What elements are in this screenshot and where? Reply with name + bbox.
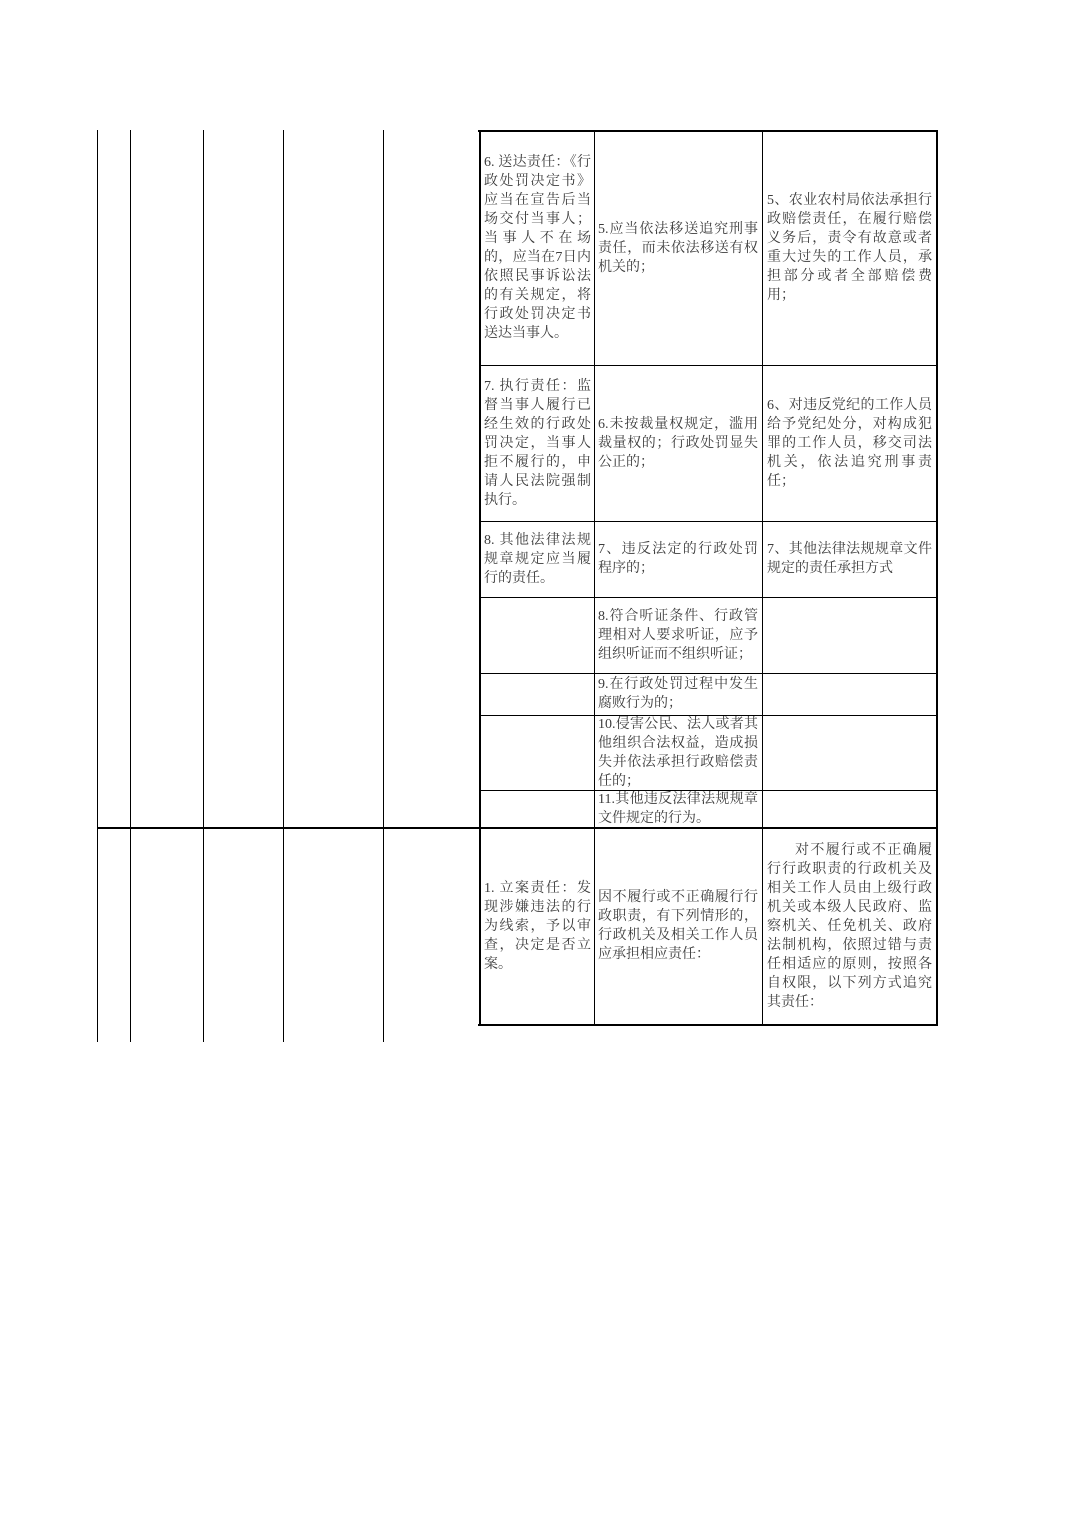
- cell-text: 对不履行或不正确履行行政职责的行政机关及相关工作人员由上级行政机关或本级人民政府、监察机关、任免机关、政府法制机构，依照过错与责任相适应的原则，按照各自权限，以下列方式追究其责任：: [767, 842, 932, 1010]
- cell-text: 5.应当依法移送追究刑事责任，而未依法移送有权机关的；: [598, 221, 758, 275]
- cell-text: 6、对违反党纪的工作人员给予党纪处分，对构成犯罪的工作人员，移交司法机关，依法追究刑事责任；: [767, 397, 932, 489]
- cell-duty-filing: [482, 829, 593, 1023]
- left-grid-column-line: [283, 130, 284, 1042]
- column-divider-a-b: [594, 132, 595, 1024]
- cell-text: 10.侵害公民、法人或者其他组织合法权益，造成损失并依法承担行政赔偿责任的；: [598, 716, 758, 789]
- cell-duty-delivery: [482, 132, 593, 364]
- cell-text: 7、其他法律法规规章文件规定的责任承担方式: [767, 542, 932, 576]
- cell-text: 因不履行或不正确履行行政职责，有下列情形的，行政机关及相关工作人员应承担相应责任：: [598, 890, 758, 962]
- table-outline-right: [936, 130, 938, 1026]
- cell-text: 9.在行政处罚过程中发生腐败行为的；: [598, 677, 758, 711]
- cell-text: 7、违反法定的行政处罚程序的；: [598, 542, 758, 576]
- column-divider-b-c: [762, 132, 763, 1024]
- cell-situation-10: [596, 716, 760, 789]
- cell-situation-intro: [596, 829, 760, 1023]
- cell-situation-7: [596, 522, 760, 596]
- left-grid-column-line: [97, 130, 98, 1042]
- cell-liability-5: [764, 132, 935, 364]
- left-grid-column-line: [383, 130, 384, 1042]
- cell-text: 7. 执行责任：监督当事人履行已经生效的行政处罚决定，当事人拒不履行的，申请人民法院强制执行。: [484, 378, 591, 508]
- cell-liability-6: [764, 366, 935, 520]
- table-outline-bottom: [478, 1024, 938, 1026]
- cell-duty-enforcement: [482, 366, 593, 520]
- cell-text: 5、农业农村局依法承担行政赔偿责任，在履行赔偿义务后，责令有故意或者重大过失的工作人员，承担部分或者全部赔偿费用；: [767, 193, 932, 303]
- cell-text: 6.未按裁量权规定，滥用裁量权的；行政处罚显失公正的；: [598, 416, 758, 470]
- cell-situation-11: [596, 790, 760, 827]
- cell-situation-9: [596, 674, 760, 714]
- cell-text: 6. 送达责任：《行政处罚决定书》应当在宣告后当场交付当事人；当事人不在场的，应当在7日内依照民事诉讼法的有关规定，将行政处罚决定书送达当事人。: [484, 155, 591, 341]
- cell-situation-8: [596, 598, 760, 672]
- cell-liability-7: [764, 522, 935, 596]
- cell-text: 8.符合听证条件、行政管理相对人要求听证，应予组织听证而不组织听证；: [598, 608, 758, 662]
- cell-situation-6: [596, 366, 760, 520]
- left-grid-column-line: [203, 130, 204, 1042]
- cell-duty-other: [482, 522, 593, 596]
- cell-liability-intro: [764, 829, 935, 1023]
- left-grid-column-line: [130, 130, 131, 1042]
- cell-text: 8. 其他法律法规规章规定应当履行的责任。: [484, 532, 591, 586]
- cell-situation-5: [596, 132, 760, 364]
- table-outline-left: [479, 130, 481, 1026]
- cell-text: 1. 立案责任：发现涉嫌违法的行为线索，予以审查，决定是否立案。: [484, 880, 591, 972]
- cell-text: 11.其他违反法律法规规章文件规定的行为。: [598, 791, 758, 826]
